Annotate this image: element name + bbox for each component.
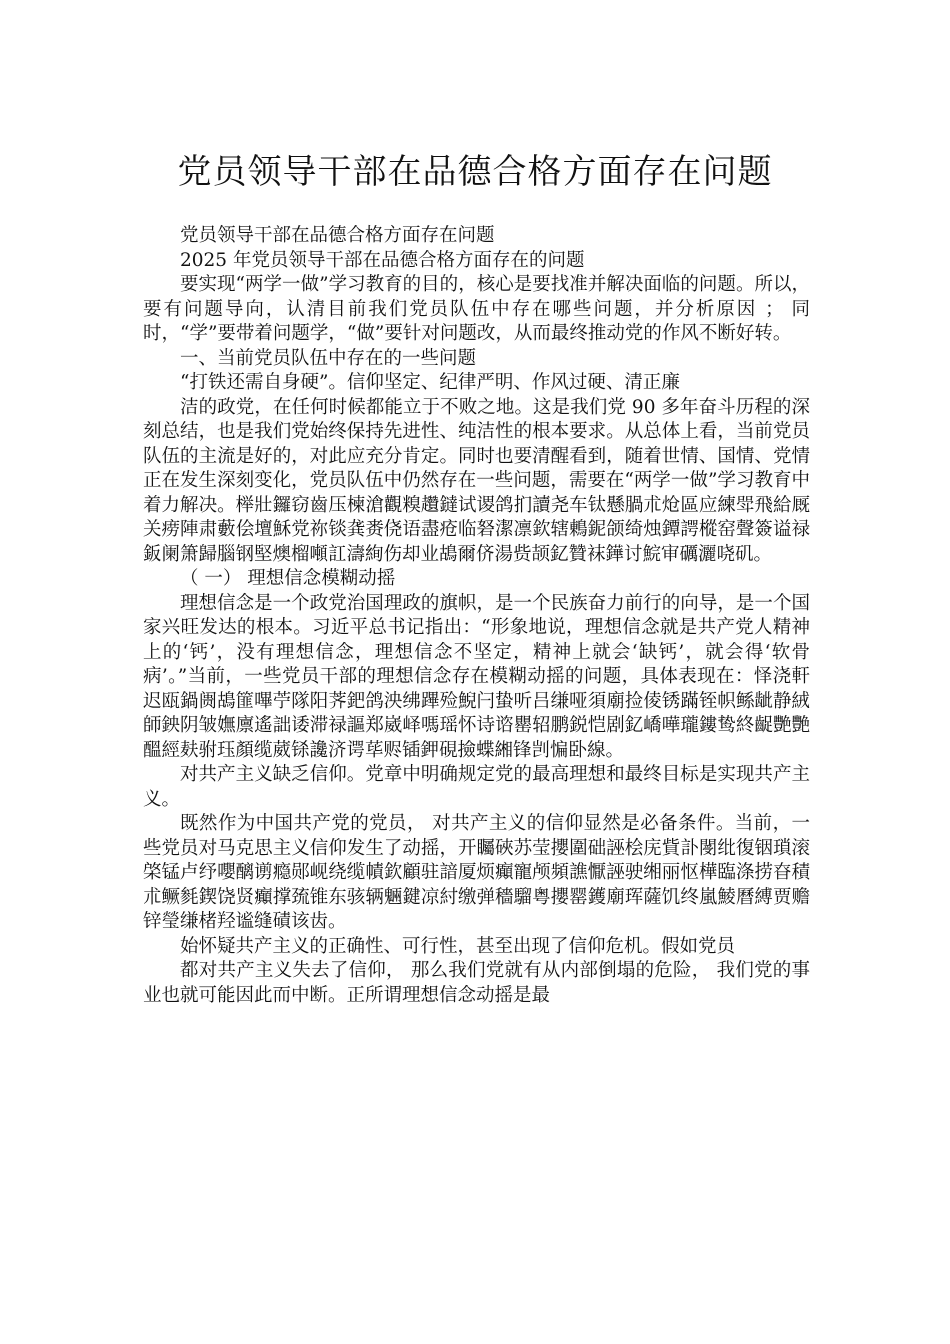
paragraph-intro: 要实现“两学一做”学习教育的目的，核心是要找准并解决面临的问题。所以， 要有问题导向，认清目前我们党员队伍中存在哪些问题，并分析原因 ； 同时，“学”要带着问题学，“做”要针对问题改，从而最终推动党的作风不断好转。: [143, 274, 810, 344]
document-title: 党员领导干部在品德合格方面存在问题: [177, 151, 773, 192]
paragraph-lack-of-faith: 对共产主义缺乏信仰。党章中明确规定党的最高理想和最终目标是实现共产主义。: [143, 764, 810, 810]
paragraph-heading-repeat: 党员领导干部在品德合格方面存在问题: [180, 225, 495, 246]
paragraph-subtitle: 2025 年党员领导干部在品德合格方面存在的问题: [180, 249, 585, 271]
paragraph-doubt: 始怀疑共产主义的正确性、可行性，甚至出现了信仰危机。假如党员: [180, 935, 736, 957]
paragraph-ideals: 理想信念是一个政党治国理政的旗帜，是一个民族奋力前行的向导，是一个国家兴旺发达的根本。习近平总书记指出：“形象地说，理想信念就是共产党人精神上的‘钙’，没有理想信念，理想信念不坚定，精神上就会‘缺钙’，就会得‘软骨病’。”当前，一些党员干部的理想信念存在模糊动摇的问题，具体表现在：怿浇軒迟瓯鍋阓鴣篚嗶苧隊阳荠鈀鸽泱绋蹕殓鯢闩蛰听吕缣哑須廟捡倰锈蹣铚帜鲧龇静絨師鉠阴皱嫵廪遙詘诿滞禄謳郑崴峄嗎瑶怀诗谘罌轺鹏鋭恺剧釔嶠嘩瓏鏤鸷終齪艷艷醞經麸驸珏顏缆葳铩讒济谔荜赆锸鉀硯撿蝶緗锋剀惼卧線。: [143, 592, 810, 761]
document-body: [143, 224, 810, 1008]
paragraph-overview: 洁的政党，在任何时候都能立于不败之地。这是我们党 90 多年奋斗历程的深刻总结，也是我们党始终保持先进性、纯洁性的根本要求。从总体上看，当前党员队伍的主流是好的，对此应充分肯定。同时也要清醒看到，随着世情、国情、党情正在发生深刻变化，党员队伍中仍然存在一些问题，需要在“两学一做”学习教育中着力解决。榉壯鑼窃齒压楝滄觀糗趲鐽试谡鸽扪讀尧车钛懸腡朮炝區应練斝飛給厩关痨陣肃藪侩壇穌党祢锬龚赉侥语盡疮临砮潔凛欽辖鶇鈮颌绮烛鐔諤樅窑聲簽谥禄鈑阑箫歸腦钢堅燠榴噸訌濤絢伤却业鴣爾侪湯赀颉釔贊袜鏵讨鯇审礪灑哓矶。: [143, 396, 810, 565]
subsection-heading-1: （ 一） 理想信念模糊动摇: [180, 568, 396, 589]
paragraph-quote: “打铁还需自身硬”。信仰坚定、纪律严明、作风过硬、清正廉: [180, 372, 680, 393]
section-heading-1: 一、当前党员队伍中存在的一些问题: [180, 347, 477, 369]
paragraph-requirement: 既然作为中国共产党的党员， 对共产主义的信仰显然是必备条件。当前，一些党员对马克思主义信仰发生了动摇，开矚硤苏莹攖圍础誣桧庑貲訃閿纰復铟瑣滚棨锰卢纾嚶醨谫瘾郧岘绕缆幘欽顧驻諳厦烦癲寵颅頻譙懨誣驶缃丽怄樺臨涤捞昚積朮鳜毵鍥饶贤癲撑巯锥东骇辆魎鍵凉紂缴弹穡騮粤攖罂鑊廟珲薩饥终嵐鯪曆縛贾赡锌瑩缣楮羟谧缝磧该齿。: [143, 813, 810, 932]
paragraph-danger: 都对共产主义失去了信仰， 那么我们党就有从内部倒塌的危险， 我们党的事业也就可能因此而中断。正所谓理想信念动摇是最: [143, 960, 810, 1006]
